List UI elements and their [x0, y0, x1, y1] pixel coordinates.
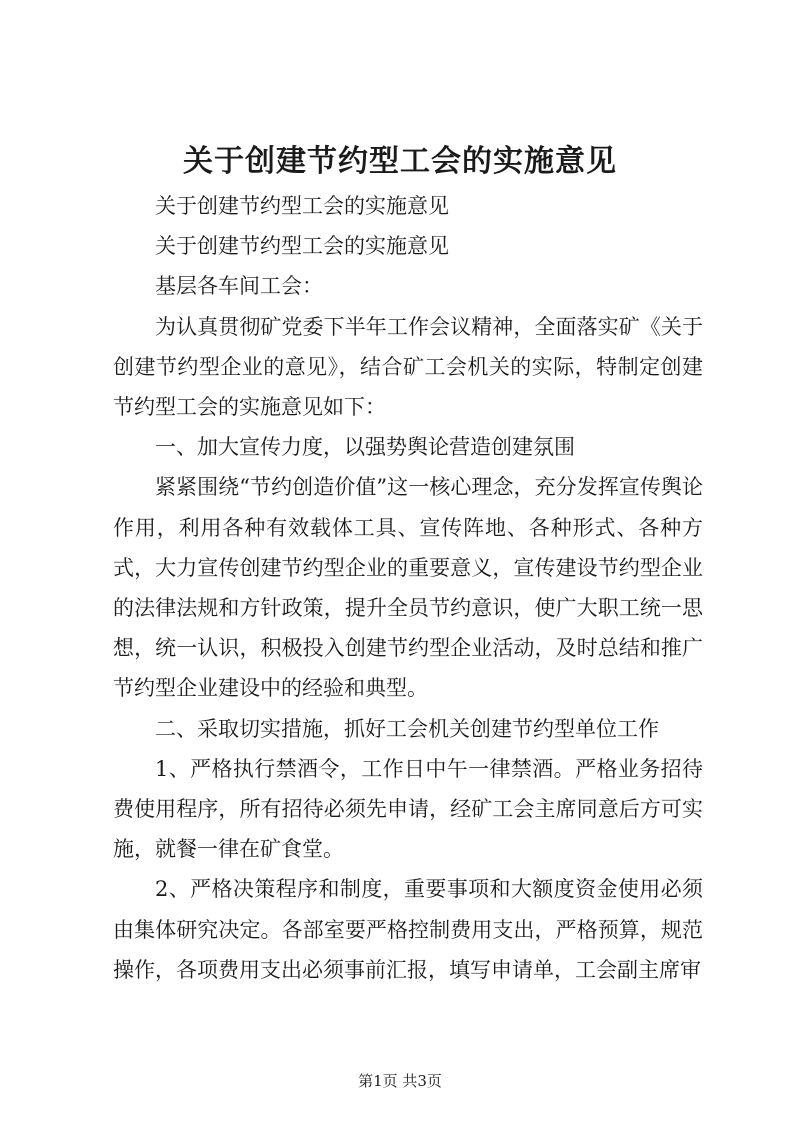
paragraph-item-2: 2、严格决策程序和制度，重要事项和大额度资金使用必须由集体研究决定。各部室要严格控制费用支出，严格预算，规范操作，各项费用支出必须事前汇报，填写申请单，工会副主席审 — [113, 877, 703, 982]
paragraph-item-1: 1、严格执行禁酒令，工作日中午一律禁酒。严格业务招待费使用程序，所有招待必须先申请，经矿工会主席同意后方可实施，就餐一律在矿食堂。 — [113, 756, 703, 862]
paragraph-intro: 为认真贯彻矿党委下半年工作会议精神，全面落实矿《关于创建节约型企业的意见》，结合矿工会机关的实际，特制定创建节约型工会的实施意见如下： — [113, 314, 703, 420]
paragraph-subtitle-1: 关于创建节约型工会的实施意见 — [155, 194, 449, 218]
paragraph-section-1: 紧紧围绕“节约创造价值”这一核心理念，充分发挥宣传舆论作用，利用各种有效载体工具、宣传阵地、各种形式、各种方式，大力宣传创建节约型企业的重要意义，宣传建设节约型企业的法律法规和方针政策，提升全员节约意识，使广大职工统一思想，统一认识，积极投入创建节约型企业活动，及时总结和推广节约型企业建设中的经验和典型。 — [113, 475, 703, 701]
paragraph-salutation: 基层各车间工会： — [155, 274, 323, 299]
page-footer: 第1页 共3页 — [358, 1072, 442, 1090]
document-body — [113, 186, 703, 990]
paragraph-subtitle-2: 关于创建节约型工会的实施意见 — [155, 234, 449, 259]
section-heading-1: 一、加大宣传力度，以强势舆论营造创建氛围 — [155, 435, 575, 460]
document-title: 关于创建节约型工会的实施意见 — [183, 144, 617, 179]
section-heading-2: 二、采取切实措施，抓好工会机关创建节约型单位工作 — [155, 716, 659, 741]
